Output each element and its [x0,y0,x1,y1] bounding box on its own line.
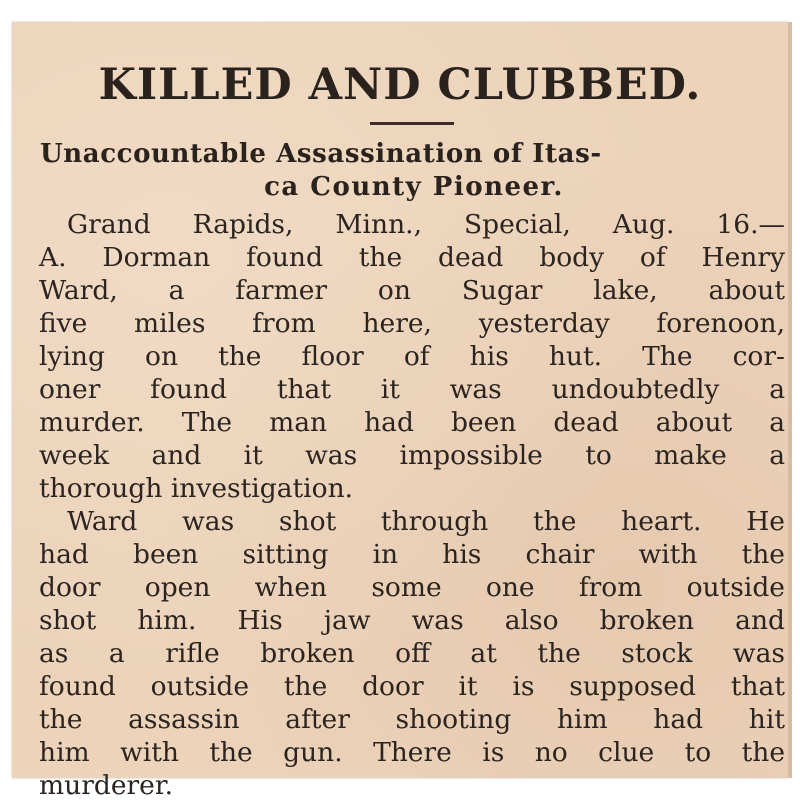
subheadline-line-1: Unaccountable Assassination of Itas- [40,139,602,169]
text-line: murderer. [39,770,174,801]
text-line: the assassin after shooting him had hit [39,704,785,735]
clipping-edge [788,22,792,778]
subheadline [40,138,788,204]
text-line: found outside the door it is supposed that [39,671,785,702]
headline-divider [370,122,454,125]
headline: KILLED AND CLUBBED. [98,60,702,110]
text-line: week and it was impossible to make a [39,440,785,471]
text-line: oner found that it was undoubtedly a [39,374,785,405]
text-line: A. Dorman found the dead body of Henry [39,242,785,273]
text-line: Ward was shot through the heart. He [67,506,785,537]
newspaper-clipping [12,22,788,801]
article-body [39,208,785,802]
text-line: him with the gun. There is no clue to the [39,737,785,768]
paragraph-1 [39,208,785,505]
text-line: Ward, a farmer on Sugar lake, about [39,275,785,306]
text-line: shot him. His jaw was also broken and [39,605,785,636]
subheadline-line-2: ca County Pioneer. [264,172,564,202]
text-line: lying on the floor of his hut. The cor- [39,341,785,372]
paragraph-2 [39,505,785,802]
text-line: Grand Rapids, Minn., Special, Aug. 16.— [67,209,785,240]
text-line: door open when some one from outside [39,572,785,603]
text-line: five miles from here, yesterday forenoon, [39,308,785,339]
text-line: thorough investigation. [39,473,354,504]
text-line: had been sitting in his chair with the [39,539,785,570]
text-line: as a rifle broken off at the stock was [39,638,785,669]
text-line: murder. The man had been dead about a [39,407,785,438]
